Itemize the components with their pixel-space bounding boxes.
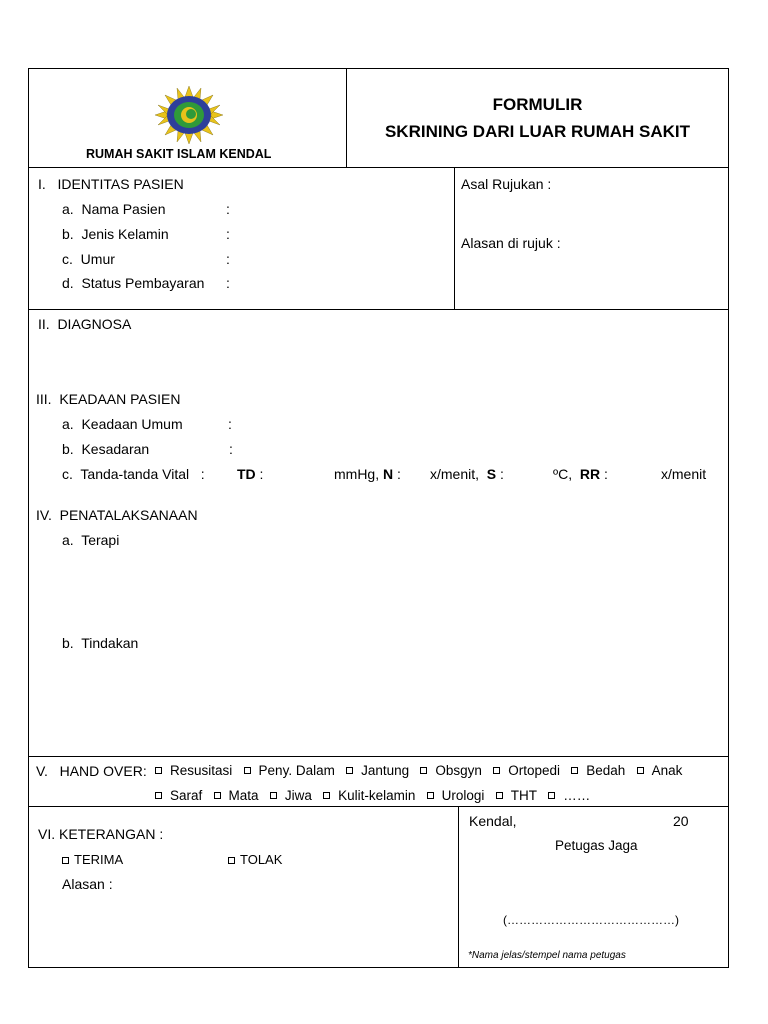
field-alasan-label: Alasan : [62, 876, 113, 892]
vital-n-unit: x/menit, S : [430, 466, 504, 482]
header-divider [28, 167, 729, 168]
field-jenis-kelamin-label: b. Jenis Kelamin [62, 226, 169, 242]
option-tolak[interactable]: TOLAK [228, 852, 282, 867]
checkbox-icon [244, 767, 251, 774]
checkbox-icon [637, 767, 644, 774]
field-keadaan-umum-colon: : [228, 416, 232, 432]
field-terapi-label: a. Terapi [62, 532, 120, 548]
form-title-line2: SKRINING DARI LUAR RUMAH SAKIT [384, 122, 691, 141]
field-kesadaran-label: b. Kesadaran [62, 441, 150, 457]
field-status-pembayaran-label: d. Status Pembayaran [62, 275, 205, 291]
year-label: 20 [673, 813, 689, 829]
hospital-logo [154, 86, 224, 144]
option-terima[interactable]: TERIMA [62, 852, 123, 867]
checkbox-icon [548, 792, 555, 799]
field-asal-rujukan: Asal Rujukan : [461, 176, 552, 192]
handover-option-tht[interactable]: THT [496, 788, 537, 803]
handover-row1 [155, 763, 682, 778]
vital-rr-unit: x/menit [661, 466, 707, 482]
handover-bottom-divider [28, 806, 729, 807]
section2-heading: II. DIAGNOSA [38, 316, 132, 332]
checkbox-icon [228, 857, 235, 864]
vital-td-unit: mmHg, N : [334, 466, 401, 482]
checkbox-icon [496, 792, 503, 799]
handover-option-lainnya[interactable]: …… [548, 788, 590, 803]
field-vital-label: c. Tanda-tanda Vital : [62, 466, 205, 482]
field-nama-pasien-colon: : [226, 201, 230, 217]
handover-option-urologi[interactable]: Urologi [427, 788, 485, 803]
handover-top-divider [28, 756, 729, 757]
checkbox-icon [420, 767, 427, 774]
checkbox-icon [155, 767, 162, 774]
field-jenis-kelamin-colon: : [226, 226, 230, 242]
header-split [346, 68, 347, 167]
handover-option-mata[interactable]: Mata [214, 788, 259, 803]
handover-option-anak[interactable]: Anak [637, 763, 683, 778]
field-umur-label: c. Umur [62, 251, 115, 267]
vital-td-label: TD [237, 466, 256, 482]
keterangan-split [458, 806, 459, 968]
handover-option-jiwa[interactable]: Jiwa [270, 788, 312, 803]
handover-option-kulit-kelamin[interactable]: Kulit-kelamin [323, 788, 415, 803]
handover-option-saraf[interactable]: Saraf [155, 788, 202, 803]
handover-option-bedah[interactable]: Bedah [571, 763, 625, 778]
section6-heading: VI. KETERANGAN : [38, 826, 164, 842]
field-keadaan-umum-label: a. Keadaan Umum [62, 416, 183, 432]
section3-heading: III. KEADAAN PASIEN [36, 391, 181, 407]
vital-td-unit-text: mmHg, [334, 466, 380, 482]
identity-split [454, 167, 455, 309]
kendal-label: Kendal, [469, 813, 517, 829]
vital-s-unit-text: ºC, [553, 466, 573, 482]
field-kesadaran-colon: : [229, 441, 233, 457]
vital-n-label: N [383, 466, 394, 482]
vital-rr-label: RR [579, 466, 601, 482]
signature-line: (……………………………………) [503, 913, 679, 927]
section5-heading: V. HAND OVER: [36, 763, 147, 779]
field-umur-colon: : [226, 251, 230, 267]
vital-s-unit: ºC, RR : [553, 466, 608, 482]
field-nama-pasien-label: a. Nama Pasien [62, 201, 166, 217]
checkbox-icon [323, 792, 330, 799]
checkbox-icon [493, 767, 500, 774]
checkbox-icon [270, 792, 277, 799]
handover-option-ortopedi[interactable]: Ortopedi [493, 763, 560, 778]
checkbox-icon [214, 792, 221, 799]
handover-option-jantung[interactable]: Jantung [346, 763, 409, 778]
checkbox-icon [155, 792, 162, 799]
form-title-line1: FORMULIR [492, 95, 583, 114]
vital-s-label: S [486, 466, 497, 482]
vital-n-unit-text: x/menit, [430, 466, 480, 482]
section1-heading: I. IDENTITAS PASIEN [38, 176, 184, 192]
field-status-pembayaran-colon: : [226, 275, 230, 291]
handover-row2 [155, 788, 590, 803]
petugas-jaga-label: Petugas Jaga [555, 838, 638, 853]
field-tindakan-label: b. Tindakan [62, 635, 139, 651]
identity-divider [28, 309, 729, 310]
handover-option-peny-dalam[interactable]: Peny. Dalam [244, 763, 335, 778]
field-alasan-dirujuk: Alasan di rujuk : [461, 235, 561, 251]
checkbox-icon [427, 792, 434, 799]
vital-td: TD : [237, 466, 264, 482]
signature-note: *Nama jelas/stempel nama petugas [468, 950, 626, 961]
checkbox-icon [346, 767, 353, 774]
hospital-name: RUMAH SAKIT ISLAM KENDAL [86, 147, 272, 161]
handover-option-obsgyn[interactable]: Obsgyn [420, 763, 482, 778]
checkbox-icon [571, 767, 578, 774]
handover-option-resusitasi[interactable]: Resusitasi [155, 763, 232, 778]
checkbox-icon [62, 857, 69, 864]
section4-heading: IV. PENATALAKSANAAN [36, 507, 198, 523]
